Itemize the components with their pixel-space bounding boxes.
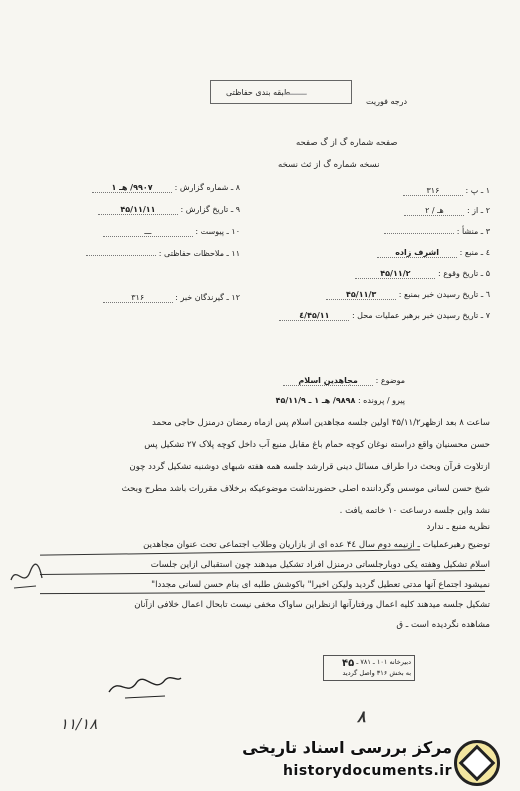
field-1: ۱ ـ پ : ۳۱۶ [403,186,490,196]
field-4: ٤ ـ منبع : اشرف زاده [377,248,490,258]
field-7: ۷ ـ تاریخ رسیدن خبر برهبر عملیات محل : ۴۵/۱۱/٤ [279,311,490,321]
field-8: ۸ ـ شماره گزارش : ۹۹۰۷/ هـ ۱ [92,183,240,193]
body-line: تشکیل جلسه میدهند کلیه اعمال ورفتارآنها ازنظراین ساواک مخفی نیست تابحال اعمال خلافی ازآنان [134,600,490,610]
field-2: ۲ ـ از : هـ / ۲ [404,206,490,216]
field-11: ۱۱ ـ ملاحظات حفاظتی : [86,249,240,258]
signature [105,668,185,702]
stamp-line-2: به بخش ۳۱۶ واصل گردید [342,669,411,677]
margin-scribble [6,560,46,594]
field-3: ۳ ـ منشأ : [384,227,490,236]
body-line: نمیشود اجتماع آنها مدتی تعطیل گردید ولیکن اخیرا" باکوشش طلبه ای بنام حسن لسانی مجددا" [151,580,490,590]
field-10: ۱۰ ـ پیوست : ـــ [103,227,240,237]
classification-label: طبقه بندی حفاظتی [226,88,291,97]
field-5: ۵ ـ تاریخ وقوع : ۴۵/۱۱/۲ [355,269,490,279]
classification-handwriting: ـــــ [283,80,307,99]
footer-watermark [240,736,510,786]
subject-line: موضوع : مجاهدین اسلام [283,376,405,386]
page-number-line: صفحه شماره گ از گ صفحه [296,138,398,148]
footer-title: مرکز بررسی اسناد تاریخی [242,738,452,757]
handwritten-date: ۱۱/۱۸ [60,715,98,733]
field-6: ٦ ـ تاریخ رسیدن خبر بمنبع : ۴۵/۱۱/۳ [326,290,490,300]
body-line: توضیح رهبرعملیات ـ ازنیمه دوم سال ۴٤ عده ای از بازاریان وطلاب اجتماعی تحت عنوان مجاهدین [143,540,490,550]
reference-line: پیرو / پرونده : ۹۸۹۸/ هـ ۱ ـ ۴۵/۱۱/۹ [275,396,405,405]
body-line: مشاهده نگردیده است ـ ق [396,620,490,630]
copy-number-line: نسخه شماره گ از ثث نسخه [278,160,380,170]
body-line: نشد واین جلسه درساعت ۱۰ خاتمه یافت . [339,506,490,516]
stamp-line-1: دبیرخانه ۱۰۱ ـ ۷۸۱ ـ [356,658,411,666]
priority-label: درجه فوریت [366,97,408,106]
body-line: اسلام تشکیل وهفته یکی دوبارجلساتی درمنزل افراد تشکیل میدهند چون استقبالی ازاین جلسات [150,560,490,570]
field-9: ۹ ـ تاریخ گزارش : ۴۵/۱۱/۱۱ [98,205,240,215]
field-12: ۱۲ ـ گیرندگان خبر : ۳۱۶ [103,293,240,303]
receipt-stamp [323,655,415,681]
body-line: ازتلاوت قرآن وبحث درا طراف مسائل دینی قرارشد جلسه همه هفته شبهای دوشنبه تشکیل گردد چون [129,462,490,472]
body-line: ساعت ۸ بعد ازظهر۴۵/۱۱/۲ اولین جلسه مجاهدین اسلام پس ازماه رمضان درمنزل حاجی محمد [152,418,490,428]
footer-url: historydocuments.ir [283,763,452,779]
handwritten-mark: ۸ [357,707,366,726]
stamp-number: ۴۵ [342,658,355,669]
body-line: حسن محسنیان واقع دراسته نوغان کوچه حمام باغ مقابل منبع آب داخل کوچه پلاک ۲۷ تشکیل پس [144,440,490,450]
source-opinion: نظریه منبع ـ ندارد [426,522,490,532]
body-line: شیخ حسن لسانی موسس وگرداننده اصلی حضورنداشت موضوعیکه برخلاف مقررات باشد مطرح وبحث [121,484,490,494]
